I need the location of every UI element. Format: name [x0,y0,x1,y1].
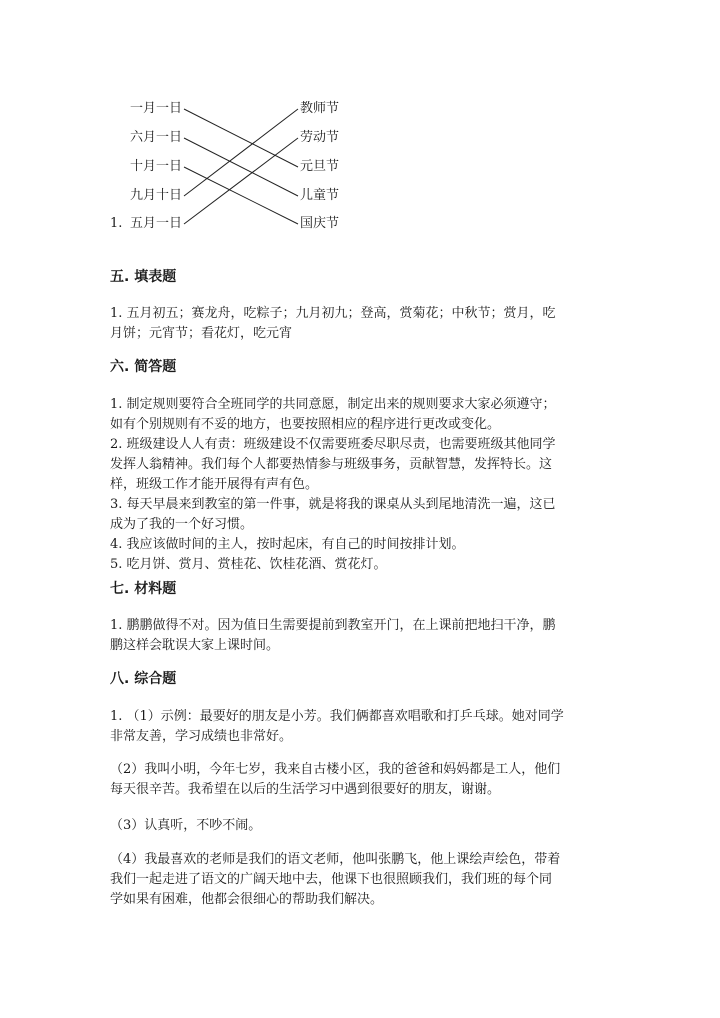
right-item: 劳动节 [300,130,340,145]
paragraph: 1. （1）示例：最要好的朋友是小芳。我们俩都喜欢唱歌和打乒乓球。她对同学 非常友善，学习成绩也非常好。 [110,709,564,744]
left-item: 一月一日 [130,101,183,116]
left-item: 六月一日 [130,130,183,145]
match-line [184,138,298,196]
question-number: 1. [110,216,123,231]
paragraph: 1. 鹏鹏做得不对。因为值日生需要提前到教室开门，在上课前把地扫干净，鹏 鹏这样会耽误大家上课时间。 [110,618,556,653]
matching-lines [0,0,720,250]
match-line [184,109,298,196]
left-item: 五月一日 [130,216,183,231]
paragraph: （4）我最喜欢的老师是我们的语文老师，他叫张鹏飞，他上课绘声绘色，带着 我们一起走进了语文的广阔天地中去，他课下也很照顾我们，我们班的每个同 学如果有困难，他都会很细心的帮助我们解决。 [110,852,561,907]
section-heading: 六. 简答题 [110,359,177,375]
right-item: 教师节 [300,101,340,116]
left-item: 十月一日 [130,159,183,174]
match-line [184,138,298,224]
right-item: 儿童节 [300,188,340,203]
paragraph: 1. 制定规则要符合全班同学的共同意愿，制定出来的规则要求大家必须遵守； 如有个别规则有不妥的地方，也要按照相应的程序进行更改或变化。 2. 班级建设人人有责：班级建设不仅需要班委尽职尽责，也需要班级其他同学 发挥人翁精神。我们每个人都要热情参与班级事务，贡献智慧，发挥特长。这 样，班级工作才能开展得有声有色。 3. 每天早晨来到教室的第一件事，就是将我的课桌从头到尾地清洗一遍，这已 成为了我的一个好习惯。 4. 我应该做时间的主人，按时起床，有自己的时间按排计划。 5. 吃月饼、赏月、赏桂花、饮桂花酒、赏花灯。 [110,397,556,572]
right-item: 元旦节 [300,159,340,174]
section-heading: 七. 材料题 [110,581,177,597]
paragraph: （2）我叫小明，今年七岁，我来自古楼小区，我的爸爸和妈妈都是工人，他们 每天很辛苦。我希望在以后的生活学习中遇到很要好的朋友，谢谢。 [110,762,561,797]
paragraph: 1. 五月初五；赛龙舟，吃粽子；九月初九；登高，赏菊花；中秋节；赏月，吃 月饼；元宵节；看花灯，吃元宵 [110,306,556,341]
section-heading: 五. 填表题 [110,269,177,285]
left-item: 九月十日 [130,188,183,203]
match-line [184,109,298,167]
right-item: 国庆节 [300,216,340,231]
match-line [184,167,298,224]
section-heading: 八. 综合题 [110,671,177,687]
paragraph: （3）认真听，不吵不闹。 [110,818,262,833]
